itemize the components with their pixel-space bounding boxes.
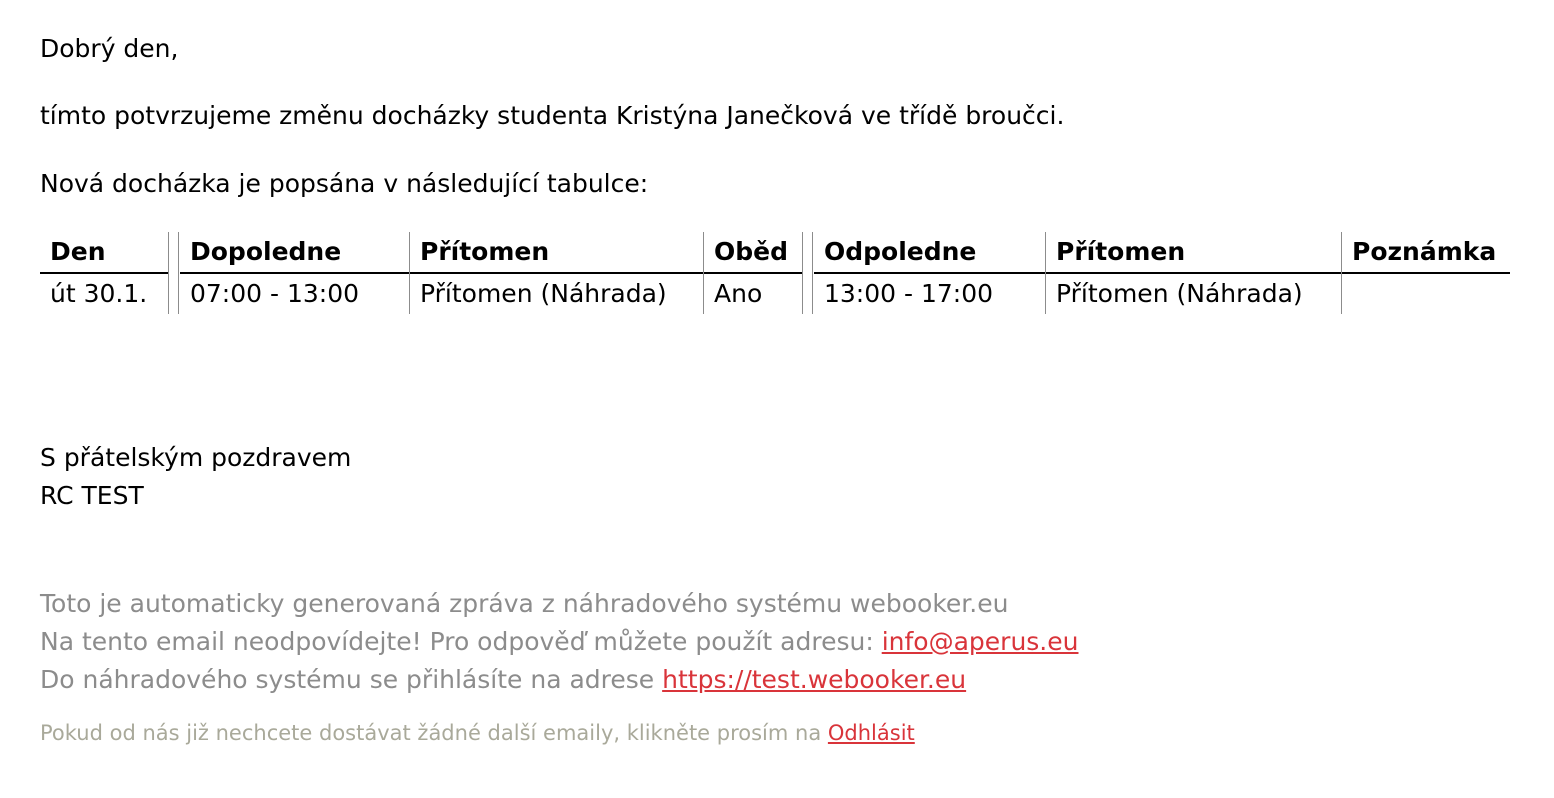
cell-morning: 07:00 - 13:00 [190,279,360,308]
header-present-afternoon: Přítomen [1056,237,1186,266]
header-lunch: Oběd [714,237,788,266]
login-url-link[interactable]: https://test.webooker.eu [662,665,967,694]
column-separator [802,232,803,314]
confirmation-text: tímto potvrzujeme změnu docházky studenta Kristýna Janečková ve třídě broučci. [40,101,1065,130]
cell-afternoon: 13:00 - 17:00 [824,279,994,308]
header-morning: Dopoledne [190,237,342,266]
unsubscribe-line [40,716,915,750]
cell-lunch: Ano [714,279,763,308]
unsubscribe-link[interactable]: Odhlásit [827,721,915,745]
header-present-morning: Přítomen [420,237,550,266]
header-afternoon: Odpoledne [824,237,977,266]
footer-line-3 [40,661,966,699]
column-separator [168,232,169,314]
footer-line-3-text: Do náhradového systému se přihlásíte na adrese [40,665,663,694]
footer-line-2 [40,623,1078,661]
signature-sender: RC TEST [40,481,144,510]
cell-present-morning: Přítomen (Náhrada) [420,279,667,308]
column-separator [812,232,813,314]
contact-email-link[interactable]: info@aperus.eu [881,627,1079,656]
header-note: Poznámka [1352,237,1497,266]
greeting: Dobrý den, [40,34,179,63]
column-separator [178,232,179,314]
column-separator [1341,232,1342,314]
column-separator [409,232,410,314]
column-separator [1045,232,1046,314]
column-separator [703,232,704,314]
cell-present-afternoon: Přítomen (Náhrada) [1056,279,1303,308]
cell-day: út 30.1. [50,279,148,308]
attendance-table [40,232,1510,314]
header-day: Den [50,237,106,266]
table-intro: Nová docházka je popsána v následující tabulce: [40,169,649,198]
unsubscribe-text: Pokud od nás již nechcete dostávat žádné další emaily, klikněte prosím na [40,721,828,745]
footer-line-2-text: Na tento email neodpovídejte! Pro odpověď můžete použít adresu: [40,627,882,656]
footer-line-1: Toto je automaticky generovaná zpráva z náhradového systému webooker.eu [40,589,1009,618]
signature-closing: S přátelským pozdravem [40,443,352,472]
